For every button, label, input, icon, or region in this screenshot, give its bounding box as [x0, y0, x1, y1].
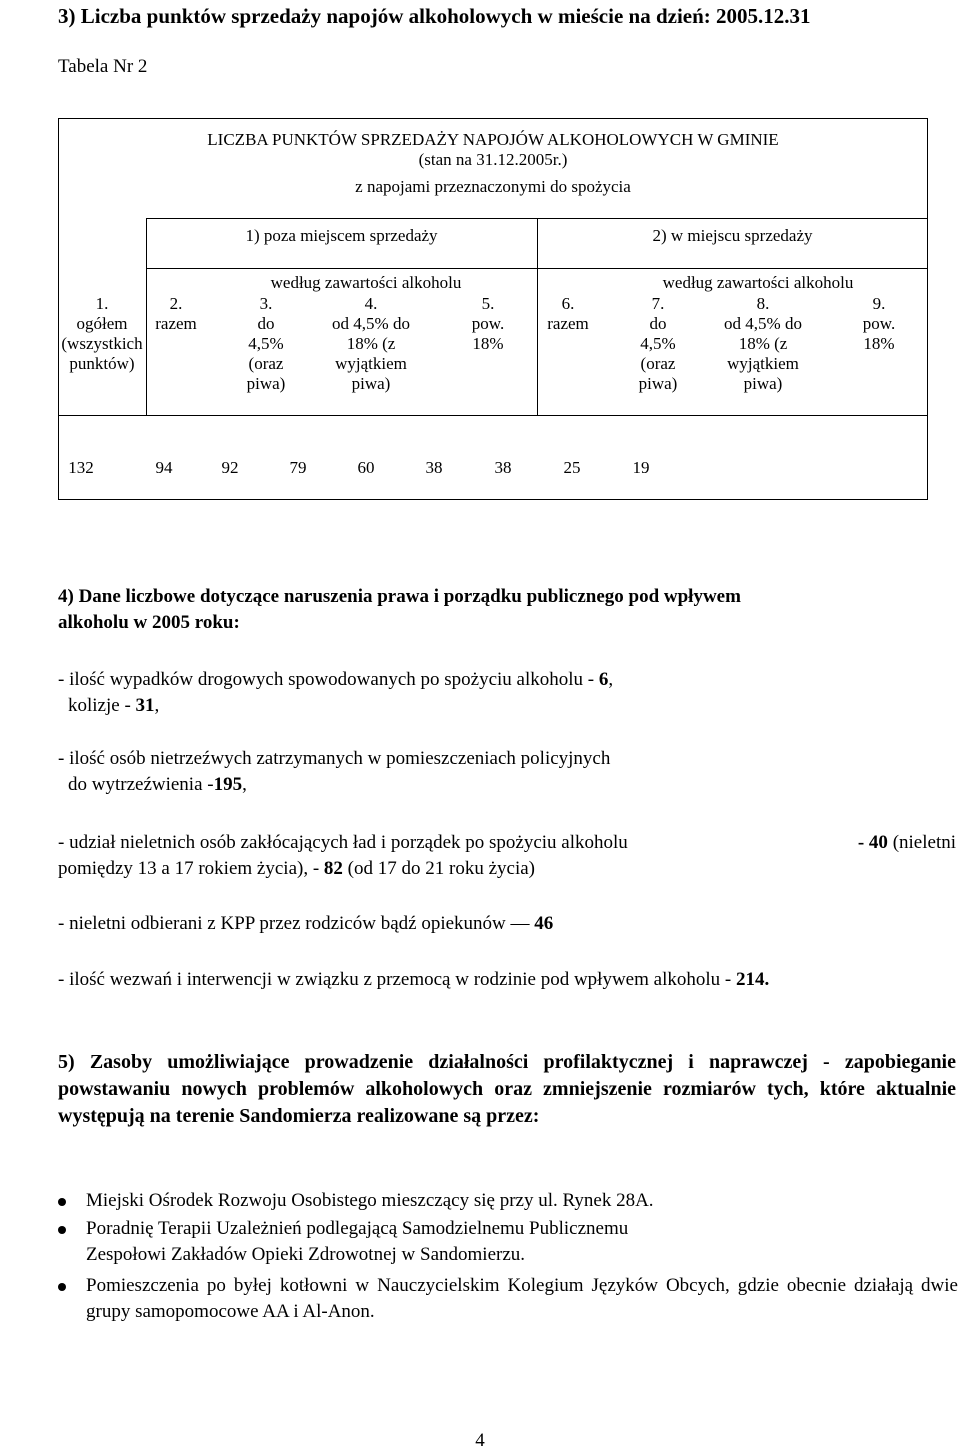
col-45to18-header-2: 8. od 4,5% do 18% (z wyjątkiem piwa)	[724, 294, 802, 393]
value-over18-2: 19	[632, 458, 650, 477]
col-over18-header-2: 9. pow. 18%	[862, 294, 896, 353]
col-over18-header: 5. pow. 18%	[471, 294, 505, 353]
group-on-premise: 2) w miejscu sprzedaży	[652, 226, 813, 245]
bullet-icon	[58, 1198, 66, 1206]
col-total-header: 1. ogółem (wszystkich punktów)	[61, 294, 143, 373]
section-4-heading: 4) Dane liczbowe dotyczące naruszenia prawa i porządku publicznego pod wpływem alkoholu w 2005 roku:	[58, 586, 741, 633]
table-label: Tabela Nr 2	[58, 56, 148, 77]
stat-minors: - udział nieletnich osób zakłócających ład i porządek po spożyciu alkoholu - 40 (nieletni pomiędzy 13 a 17 rokiem życia), - 82 (od 17 do 21 roku życia)	[58, 832, 956, 879]
value-sum2: 38	[425, 458, 443, 477]
section-5-heading: 5) Zasoby umożliwiające prowadzenie działalności profilaktycznej i naprawczej - zapobieganie powstawaniu nowych problemów alkoholowych oraz zmniejszenie rozmiarów tych, które aktualnie występują na terenie Sandomierza realizowane są przez:	[58, 1051, 956, 1127]
by-alcohol-label-1: według zawartości alkoholu	[270, 273, 462, 292]
col-upto45-header: 3. do 4,5% (oraz piwa)	[246, 294, 286, 393]
col-sum2-header: 6. razem	[547, 294, 589, 333]
by-alcohol-label-2: według zawartości alkoholu	[662, 273, 854, 292]
value-45to18: 79	[289, 458, 307, 477]
bullet-icon	[58, 1283, 66, 1291]
value-sum1: 94	[155, 458, 173, 477]
value-total: 132	[68, 458, 94, 477]
table-subtitle: z napojami przeznaczonymi do spożycia	[355, 177, 631, 196]
col-45to18-header: 4. od 4,5% do 18% (z wyjątkiem piwa)	[332, 294, 410, 393]
value-45to18-2: 25	[563, 458, 581, 477]
col-upto45-header-2: 7. do 4,5% (oraz piwa)	[638, 294, 678, 393]
value-over18: 60	[357, 458, 375, 477]
stat-detained-persons: - ilość osób nietrzeźwych zatrzymanych w pomieszczeniach policyjnych do wytrzeźwienia -195,	[58, 748, 611, 795]
page-number: 4	[475, 1430, 485, 1451]
bullet-icon	[58, 1226, 66, 1234]
table-title: LICZBA PUNKTÓW SPRZEDAŻY NAPOJÓW ALKOHOLOWYCH W GMINIE	[207, 130, 779, 149]
value-upto45-2: 38	[494, 458, 512, 477]
table-title-date: (stan na 31.12.2005r.)	[418, 150, 568, 169]
sales-points-table	[58, 118, 928, 500]
stat-road-accidents: - ilość wypadków drogowych spowodowanych po spożyciu alkoholu - 6, kolizje - 31,	[58, 669, 614, 716]
section-3-heading: 3) Liczba punktów sprzedaży napojów alkoholowych w mieście na dzień: 2005.12.31	[58, 4, 811, 28]
stat-minors-collected: - nieletni odbierani z KPP przez rodziców bądź opiekunów — 46	[58, 913, 554, 934]
stat-domestic-violence: - ilość wezwań i interwencji w związku z przemocą w rodzinie pod wpływem alkoholu - 214.	[58, 969, 770, 990]
group-off-premise: 1) poza miejscem sprzedaży	[245, 226, 438, 245]
value-upto45: 92	[221, 458, 239, 477]
col-sum1-header: 2. razem	[155, 294, 197, 333]
